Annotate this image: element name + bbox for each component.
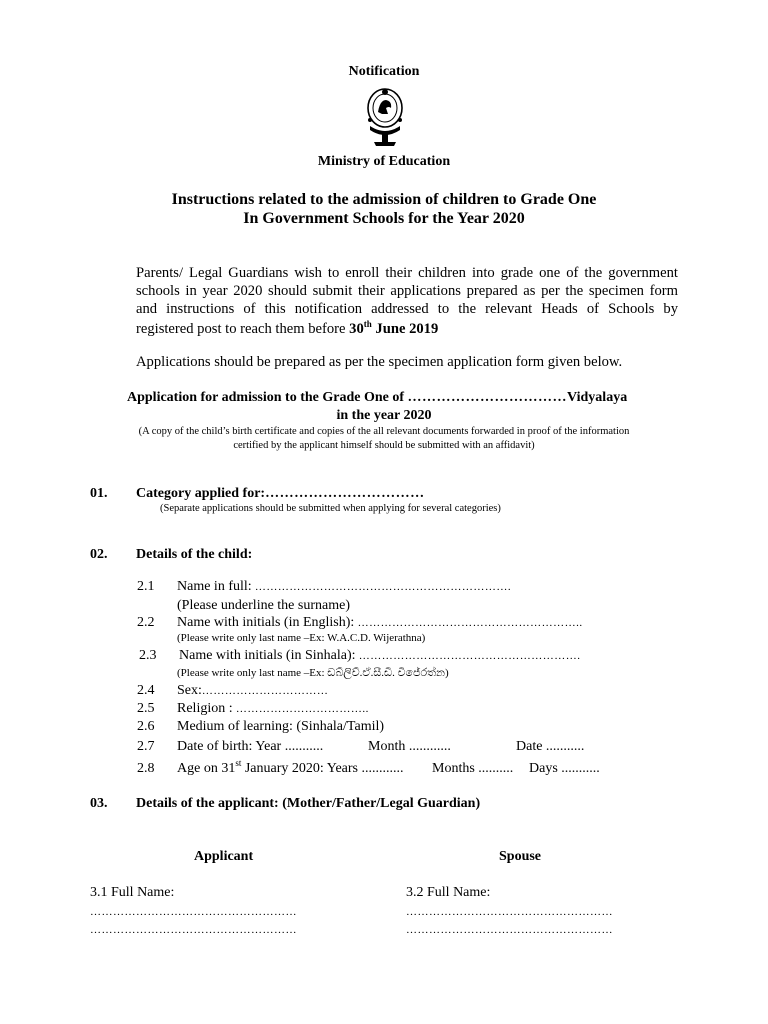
item-2-3-name-initials-sinhala: Name with initials (in Sinhala): …………………………………………………. [179,648,581,663]
item-2-7-dob-month: Month ............ [368,739,451,754]
applicant-name-line1: ……………………………………………… [90,906,297,918]
section3-number: 03. [90,796,108,811]
deadline-day: 30 [349,321,364,337]
applicant-heading: Applicant [194,849,254,864]
item-2-7-dob-year: Date of birth: Year ........... [177,739,324,754]
applicant-name-line2: ……………………………………………… [90,924,297,936]
section1-note: (Separate applications should be submitted when applying for several categories) [160,503,501,514]
section2-label: Details of the child: [136,547,253,562]
item-2-5-religion: Religion : …………………………….. [177,701,369,716]
item-2-7-dob-date: Date ........... [516,739,585,754]
specimen-note: Applications should be prepared as per the specimen application form given below. [136,354,623,370]
notification-label: Notification [348,64,420,79]
item-2-8-age-months: Months .......... [432,761,514,776]
item-2-1-name-in-full: Name in full: …………………………………………………………. [177,579,512,594]
item-2-3-note: (Please write only last name –Ex: ඩබ්ලිව්.ඒ.සී.ඩී. විජේරත්න) [177,667,449,679]
page-title-line1: Instructions related to the admission of children to Grade One [171,191,597,208]
spouse-name-line1: ……………………………………………… [406,906,613,918]
applicant-full-name-label: 3.1 Full Name: [90,885,175,900]
item-2-3-number: 2.3 [139,648,157,663]
application-heading: Application for admission to the Grade One of ……………………………Vidyalaya [127,390,628,405]
application-note-line2: certified by the applicant himself should be submitted with an affidavit) [233,440,535,451]
intro-paragraph: Parents/ Legal Guardians wish to enroll their children into grade one of the government schools in year 2020 should submit their applications prepared as per the specimen form and instructions of this notification addressed to the relevant Heads of Schools by registered post to reach them before 30th June 2019 [136,265,678,337]
application-note-line1: (A copy of the child’s birth certificate and copies of the all relevant documents forwarded in proof of the information [138,426,630,437]
ministry-label: Ministry of Education [317,154,451,169]
item-2-4-sex: Sex:…………………………… [177,683,329,698]
item-2-2-note: (Please write only last name –Ex: W.A.C.D. Wijerathna) [177,632,426,644]
section3-label: Details of the applicant: (Mother/Father/Legal Guardian) [136,796,481,811]
spouse-name-line2: ……………………………………………… [406,924,613,936]
item-2-8-age-days: Days ........... [529,761,600,776]
sri-lanka-emblem-icon [364,86,406,148]
spouse-full-name-label: 3.2 Full Name: [406,885,491,900]
item-2-2-name-initials-english: Name with initials (in English): ………………………………………………….. [177,615,583,630]
item-2-2-number: 2.2 [137,615,155,630]
item-2-4-number: 2.4 [137,683,155,698]
section2-number: 02. [90,547,108,562]
item-2-8-age-years: Age on 31st January 2020: Years ............ [177,758,404,776]
item-2-8-number: 2.8 [137,761,155,776]
spouse-heading: Spouse [499,849,542,864]
item-2-6-medium: Medium of learning: (Sinhala/Tamil) [177,719,385,734]
item-2-7-number: 2.7 [137,739,155,754]
item-2-1-number: 2.1 [137,579,155,594]
page-title-line2: In Government Schools for the Year 2020 [243,210,525,227]
item-2-6-number: 2.6 [137,719,155,734]
application-year-line: in the year 2020 [336,408,432,423]
section1-label: Category applied for:…………………………… [136,486,425,501]
section1-number: 01. [90,486,108,501]
item-2-5-number: 2.5 [137,701,155,716]
item-2-1-note: (Please underline the surname) [177,598,350,613]
